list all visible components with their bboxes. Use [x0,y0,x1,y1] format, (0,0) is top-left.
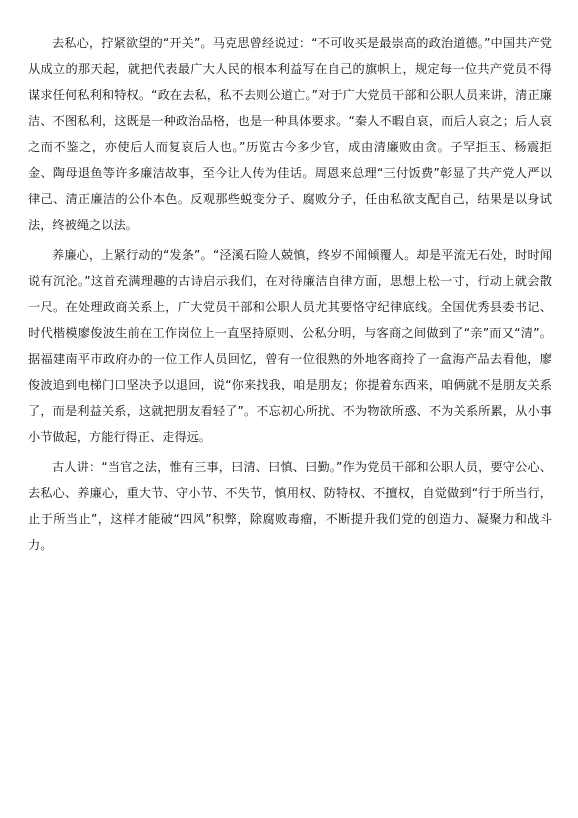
paragraph-1: 去私心，拧紧欲望的“开关”。马克思曾经说过：“不可收买是最崇高的政治道德。”中国共产党从成立的那天起，就把代表最广大人民的根本利益写在自己的旗帜上，规定每一位共产党员不得谋求任何私利和特权。“政在去私，私不去则公道亡。”对于广大党员干部和公职人员来讲，清正廉洁、不图私利，这既是一种政治品格，也是一种具体要求。“秦人不暇自哀，而后人哀之；后人哀之而不鉴之，亦使后人而复哀后人也。”历览古今多少官，成由清廉败由贪。子罕拒玉、杨震拒金、陶母退鱼等许多廉洁故事，至今让人传为佳话。周恩来总理“三付饭费”彰显了共产党人严以律己、清正廉洁的公仆本色。反观那些蜕变分子、腐败分子，任由私欲支配自己，结果是以身试法，终被绳之以法。 [28,36,552,232]
paragraph-3: 古人讲：“当官之法，惟有三事，曰清、曰慎、曰勤。”作为党员干部和公职人员，要守公心、去私心、养廉心，重大节、守小节、不失节，慎用权、防特权、不擅权，自觉做到“行于所当行，止于所当止”，这样才能破“四风”积弊，除腐败毒瘤，不断提升我们党的创造力、凝聚力和战斗力。 [28,460,552,552]
paragraph-2: 养廉心，上紧行动的“发条”。“泾溪石险人兢慎，终岁不闻倾覆人。却是平流无石处，时时闻说有沉沦。”这首充满理趣的古诗启示我们，在对待廉洁自律方面，思想上松一寸，行动上就会散一尺。在处理政商关系上，广大党员干部和公职人员尤其要恪守纪律底线。全国优秀县委书记、时代楷模廖俊波生前在工作岗位上一直坚持原则、公私分明，与客商之间做到了“亲”而又“清”。据福建南平市政府办的一位工作人员回忆，曾有一位很熟的外地客商拎了一盒海产品去看他，廖俊波追到电梯门口坚决予以退回，说“你来找我，咱是朋友；你提着东西来，咱俩就不是朋友关系了，而是利益关系，这就把朋友看轻了”。不忘初心所扰、不为物欲所惑、不为关系所累，从小事小节做起，方能行得正、走得远。 [28,248,552,444]
